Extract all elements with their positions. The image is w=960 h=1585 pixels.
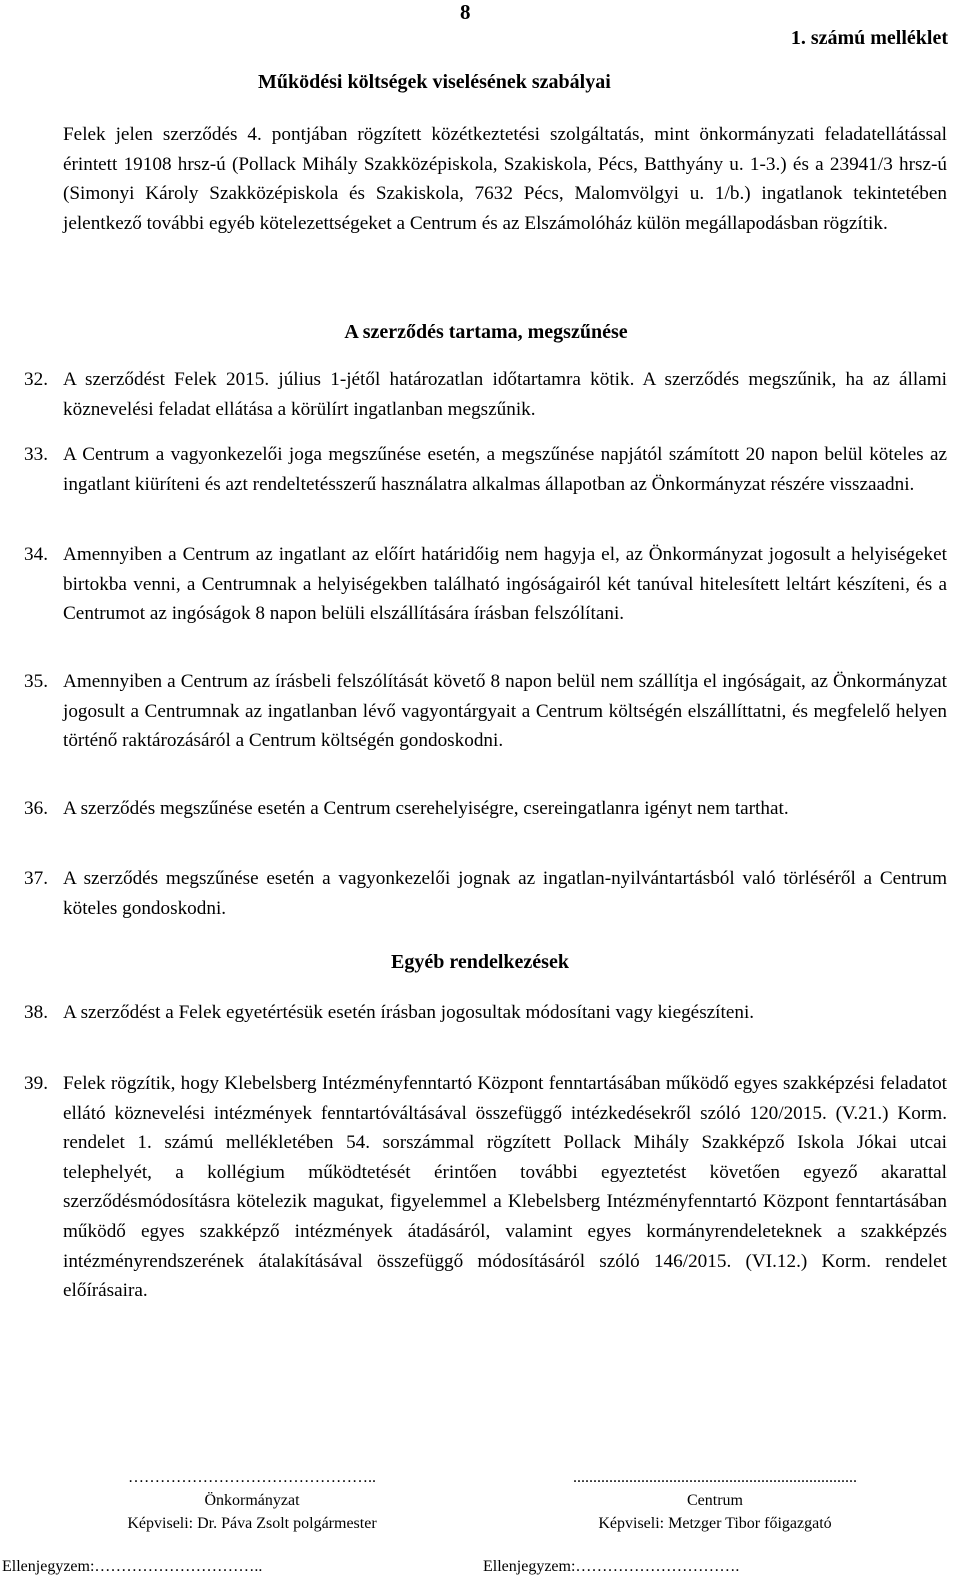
clause-text: A szerződést Felek 2015. július 1-jétől határozatlan időtartamra kötik. A szerződés megszűnik, ha az állami köznevelési feladat ellátása a körülírt ingatlanban megszűnik.	[63, 369, 947, 420]
clause-number: 38.	[24, 1002, 48, 1023]
clause-38	[24, 998, 947, 1028]
clause-number: 32.	[24, 369, 48, 390]
clause-text: Amennyiben a Centrum az ingatlant az előírt határidőig nem hagyja el, az Önkormányzat jogosult a helyiségeket birtokba venni, a Centrumnak a helyiségekben található ingóságairól két tanúval hitelesített leltárt készíteni, és a Centrumot az ingóságok 8 napon belüli elszállítására írásban felszólítani.	[63, 544, 947, 625]
signature-representative: Képviseli: Dr. Páva Zsolt polgármester	[127, 1515, 377, 1532]
signature-block-municipality	[62, 1466, 442, 1535]
clause-number: 33.	[24, 444, 48, 465]
page-number: 8	[460, 0, 471, 24]
countersign-right: Ellenjegyzem:………………………….	[483, 1558, 740, 1575]
clause-39	[24, 1069, 947, 1306]
clause-number: 36.	[24, 798, 48, 819]
clause-36	[24, 794, 947, 824]
signature-line: .......................................................................	[573, 1469, 857, 1486]
document-title: Működési költségek viselésének szabályai	[258, 71, 611, 93]
clause-text: A szerződés megszűnése esetén a vagyonkezelői jognak az ingatlan-nyilvántartásból való törléséről a Centrum köteles gondoskodni.	[63, 868, 947, 919]
clause-37	[24, 864, 947, 923]
clause-33	[24, 440, 947, 499]
section-heading-other: Egyéb rendelkezések	[391, 951, 569, 973]
clause-number: 34.	[24, 544, 48, 565]
clause-number: 35.	[24, 671, 48, 692]
clause-text: Felek rögzítik, hogy Klebelsberg Intézményfenntartó Központ fenntartásában működő egyes szakképzési feladatot ellátó köznevelési intézmények fenntartóváltásával összefüggő intézkedésekről szóló 120/2015. (V.21.) Korm. rendelet 1. számú mellékletében 54. sorszámmal rögzített Pollack Mihály Szakképző Iskola Jókai utcai telephelyét, a kollégium működtetését érintően további egyeztetést követően egyező akarattal szerződésmódosításra kötelezik magukat, figyelemmel a Klebelsberg Intézményfenntartó Központ fenntartásában működő egyes szakképző intézmények átadásáról, valamint egyes kormányrendeleteknek a szakképzés intézményrendszerének átalakításával összefüggő módosításáról szóló 146/2015. (VI.12.) Korm. rendelet előírásaira.	[63, 1073, 947, 1302]
signature-representative: Képviseli: Metzger Tibor főigazgató	[598, 1515, 832, 1532]
clause-text: Amennyiben a Centrum az írásbeli felszólítását követő 8 napon belül nem szállítja el ingóságait, az Önkormányzat jogosult a Centrumnak az ingatlanban lévő vagyontárgyait a Centrum költségén elszállíttatni, és megfelelő helyen történő raktározásáról a Centrum költségén gondoskodni.	[63, 671, 947, 752]
clause-number: 39.	[24, 1073, 48, 1094]
signature-party: Önkormányzat	[204, 1492, 300, 1509]
clause-text: A Centrum a vagyonkezelői joga megszűnése esetén, a megszűnése napjától számított 20 napon belül köteles az ingatlant kiüríteni és azt rendeltetésszerű használatra alkalmas állapotban az Önkormányzat részére visszaadni.	[63, 444, 947, 495]
clause-text: A szerződést a Felek egyetértésük esetén írásban jogosultak módosítani vagy kiegészíteni.	[63, 1002, 755, 1023]
clause-number: 37.	[24, 868, 48, 889]
signature-party: Centrum	[687, 1492, 743, 1509]
clause-35	[24, 667, 947, 756]
section-heading-term: A szerződés tartama, megszűnése	[344, 321, 628, 343]
intro-paragraph: Felek jelen szerződés 4. pontjában rögzített közétkeztetési szolgáltatás, mint önkormányzati feladatellátással érintett 19108 hrsz-ú (Pollack Mihály Szakközépiskola, Szakiskola, Pécs, Batthyány u. 1-3.) és a 23941/3 hrsz-ú (Simonyi Károly Szakközépiskola és Szakiskola, 7632 Pécs, Malomvölgyi u. 1/b.) ingatlanok tekintetében jelentkező további egyéb kötelezettségeket a Centrum és az Elszámolóház külön megállapodásban rögzítik.	[63, 124, 947, 234]
clause-34	[24, 540, 947, 629]
countersign-left: Ellenjegyzem:…………………………..	[2, 1558, 263, 1575]
annex-label: 1. számú melléklet	[790, 27, 948, 49]
clause-32	[24, 365, 947, 424]
signature-block-centrum	[478, 1466, 952, 1535]
signature-line: ………………………………………..	[128, 1469, 376, 1486]
clause-text: A szerződés megszűnése esetén a Centrum cserehelyiségre, csereingatlanra igényt nem tarthat.	[63, 798, 789, 819]
